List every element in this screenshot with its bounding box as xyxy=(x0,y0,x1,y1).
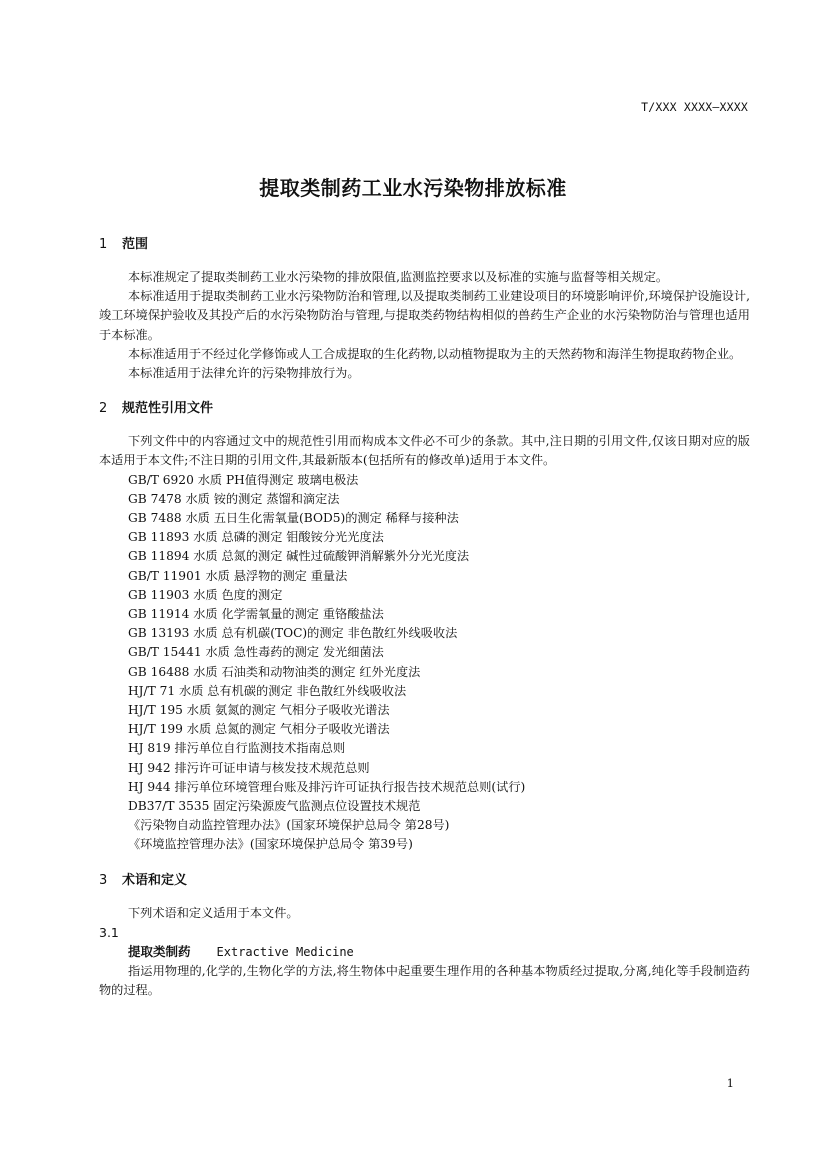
reference-item: GB 16488 水质 石油类和动物油类的测定 红外光度法 xyxy=(128,664,421,679)
reference-item: GB 13193 水质 总有机碳(TOC)的测定 非色散红外线吸收法 xyxy=(128,626,458,641)
section-title: 术语和定义 xyxy=(122,872,188,888)
reference-list xyxy=(99,471,750,855)
section-title: 范围 xyxy=(122,237,149,252)
section-1-heading xyxy=(99,235,750,254)
section-3-heading xyxy=(99,871,750,890)
reference-item: GB 11903 水质 色度的测定 xyxy=(128,587,283,602)
section-title: 规范性引用文件 xyxy=(122,401,214,417)
standard-code: T/XXX XXXX—XXXX xyxy=(641,100,748,114)
reference-item: HJ 942 排污许可证申请与核发技术规范总则 xyxy=(128,760,370,775)
paragraph: 本标准适用于提取类制药工业水污染物防治和管理,以及提取类制药工业建设项目的环境影响评价,环境保护设施设计,竣工环境保护验收及其投产后的水污染物防治与管理,与提取类药物结构相似的兽药生产企业的水污染物防治与管理也适用于本标准。 xyxy=(99,289,750,342)
reference-item: GB 7488 水质 五日生化需氧量(BOD5)的测定 稀释与接种法 xyxy=(128,511,459,526)
section-number: 1 xyxy=(99,237,108,252)
reference-item: GB 11893 水质 总磷的测定 钼酸铵分光光度法 xyxy=(128,530,384,545)
term-entry xyxy=(128,942,750,962)
paragraph: 本标准适用于法律允许的污染物排放行为。 xyxy=(128,366,360,381)
section-number: 2 xyxy=(99,401,108,417)
reference-item: GB/T 15441 水质 急性毒药的测定 发光细菌法 xyxy=(128,645,384,660)
paragraph: 下列文件中的内容通过文中的规范性引用而构成本文件必不可少的条款。其中,注日期的引用文件,仅该日期对应的版本适用于本文件;不注日期的引用文件,其最新版本(包括所有的修改单)适用于本文件。 xyxy=(99,434,750,468)
term-english: Extractive Medicine xyxy=(216,944,354,959)
reference-item: 《污染物自动监控管理办法》(国家环境保护总局令 第28号) xyxy=(128,818,450,833)
reference-item: 《环境监控管理办法》(国家环境保护总局令 第39号) xyxy=(128,837,413,852)
paragraph: 本标准规定了提取类制药工业水污染物的排放限值,监测监控要求以及标准的实施与监督等相关规定。 xyxy=(128,270,669,284)
reference-item: HJ/T 71 水质 总有机碳的测定 非色散红外线吸收法 xyxy=(128,683,407,698)
section-number: 3 xyxy=(99,872,108,888)
paragraph: 本标准适用于不经过化学修饰或人工合成提取的生化药物,以动植物提取为主的天然药物和海洋生物提取药物企业。 xyxy=(128,346,742,361)
reference-item: GB 11894 水质 总氮的测定 碱性过硫酸钾消解紫外分光光度法 xyxy=(128,549,470,564)
reference-item: GB 11914 水质 化学需氧量的测定 重铬酸盐法 xyxy=(128,607,384,622)
reference-item: GB 7478 水质 铵的测定 蒸馏和滴定法 xyxy=(128,491,340,506)
reference-item: HJ 819 排污单位自行监测技术指南总则 xyxy=(128,741,346,756)
reference-item: HJ/T 195 水质 氨氮的测定 气相分子吸收光谱法 xyxy=(128,703,390,718)
page-number: 1 xyxy=(726,1076,734,1090)
section-2-heading xyxy=(99,399,750,418)
reference-item: DB37/T 3535 固定污染源废气监测点位设置技术规范 xyxy=(128,799,421,814)
term-number: 3.1 xyxy=(99,924,119,940)
reference-item: HJ/T 199 水质 总氮的测定 气相分子吸收光谱法 xyxy=(128,722,390,737)
reference-item: GB/T 11901 水质 悬浮物的测定 重量法 xyxy=(128,568,348,583)
document-body xyxy=(99,235,750,1000)
reference-item: HJ 944 排污单位环境管理台账及排污许可证执行报告技术规范总则(试行) xyxy=(128,779,526,794)
paragraph: 下列术语和定义适用于本文件。 xyxy=(128,905,299,920)
term-chinese: 提取类制药 xyxy=(128,943,191,959)
document-title: 提取类制药工业水污染物排放标准 xyxy=(259,176,567,200)
term-definition: 指运用物理的,化学的,生物化学的方法,将生物体中起重要生理作用的各种基本物质经过提取,分离,纯化等手段制造药物的过程。 xyxy=(99,963,750,998)
reference-item: GB/T 6920 水质 PH值得测定 玻璃电极法 xyxy=(128,472,359,487)
